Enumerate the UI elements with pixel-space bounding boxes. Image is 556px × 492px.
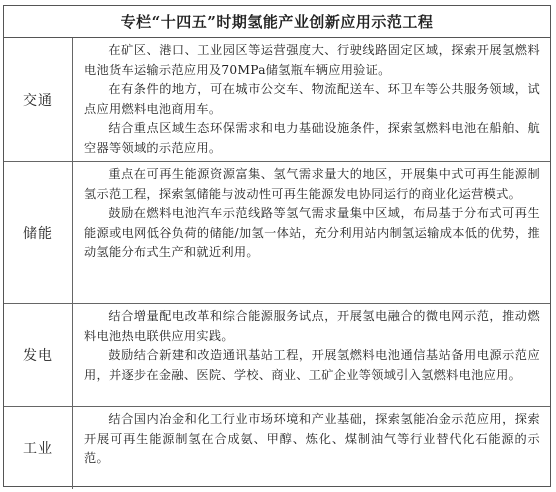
table-row-transport — [4, 38, 550, 162]
category-cell: 发电 — [4, 304, 73, 406]
description-cell — [73, 38, 550, 161]
table-row-industry — [4, 407, 550, 489]
paragraph: 重点在可再生能源资源富集、氢气需求量大的地区，开展集中式可再生能源制氢示范工程，探索氢储能与波动性可再生能源发电协同运行的商业化运营模式。 — [84, 167, 540, 201]
table-row-storage — [4, 162, 550, 304]
table-row-power — [4, 304, 550, 407]
paragraph: 结合重点区域生态环保需求和电力基础设施条件，探索氢燃料电池在船舶、航空器等领域的示范应用。 — [84, 121, 540, 155]
category-cell: 储能 — [4, 162, 73, 303]
paragraph: 鼓励结合新建和改造通讯基站工程，开展氢燃料电池通信基站备用电源示范应用，并逐步在金融、医院、学校、商业、工矿企业等领域引入氢燃料电池应用。 — [84, 348, 540, 382]
category-cell: 工业 — [4, 407, 73, 489]
demonstration-table — [3, 5, 551, 487]
paragraph: 结合增量配电改革和综合能源服务试点，开展氢电融合的微电网示范，推动燃料电池热电联供应用实践。 — [84, 309, 540, 343]
table-title: 专栏“十四五”时期氢能产业创新应用示范工程 — [4, 6, 550, 38]
paragraph: 鼓励在燃料电池汽车示范线路等氢气需求量集中区域，布局基于分布式可再生能源或电网低谷负荷的储能/加氢一体站，充分利用站内制氢运输成本低的优势，推动氢能分布式生产和就近利用。 — [84, 206, 540, 259]
paragraph: 在有条件的地方，可在城市公交车、物流配送车、环卫车等公共服务领域，试点应用燃料电池商用车。 — [84, 82, 540, 116]
description-cell — [73, 162, 550, 303]
description-cell — [73, 407, 550, 489]
paragraph: 结合国内冶金和化工行业市场环境和产业基础，探索氢能冶金示范应用，探索开展可再生能源制氢在合成氨、甲醇、炼化、煤制油气等行业替代化石能源的示范。 — [84, 412, 540, 465]
category-cell: 交通 — [4, 38, 73, 161]
description-cell — [73, 304, 550, 406]
paragraph: 在矿区、港口、工业园区等运营强度大、行驶线路固定区域，探索开展氢燃料电池货车运输示范应用及70MPa储氢瓶车辆应用验证。 — [84, 43, 540, 77]
